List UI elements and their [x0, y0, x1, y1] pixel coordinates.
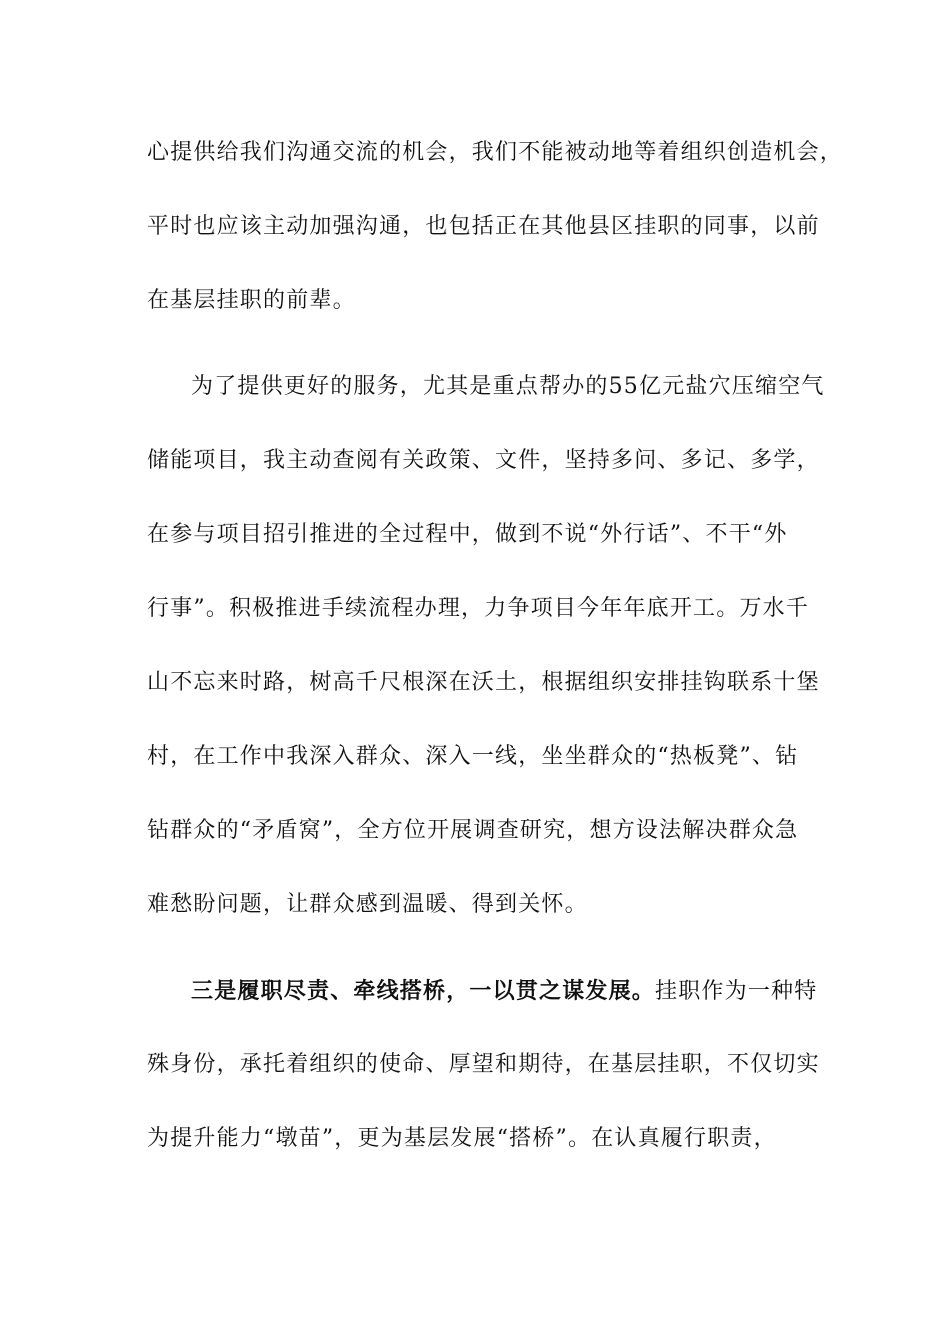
text-line: 在参与项目招引推进的全过程中，做到不说“外行话”、不干“外: [147, 522, 788, 547]
section-heading: 三是履职尽责、牵线搭桥，一以贯之谋发展。: [191, 978, 656, 1004]
text-line: 为了提供更好的服务，尤其是重点帮办的55亿元盐穴压缩空气: [191, 374, 825, 399]
text-line: 为提升能力“墩苗”，更为基层发展“搭桥”。在认真履行职责，: [147, 1126, 777, 1151]
text-line: 殊身份，承托着组织的使命、厚望和期待，在基层挂职，不仅切实: [147, 1052, 820, 1077]
text-line: 村，在工作中我深入群众、深入一线，坐坐群众的“热板凳”、钻: [147, 744, 799, 769]
text-line: 山不忘来时路，树高千尺根深在沃土，根据组织安排挂钩联系十堡: [147, 670, 820, 695]
text-span: 挂职作为一种特: [655, 979, 818, 1004]
text-line: 储能项目，我主动查阅有关政策、文件，坚持多问、多记、多学，: [147, 448, 820, 473]
text-line: 平时也应该主动加强沟通，也包括正在其他县区挂职的同事，以前: [147, 214, 820, 239]
text-line: 在基层挂职的前辈。: [147, 288, 356, 313]
text-line: 钻群众的“矛盾窝”，全方位开展调查研究，想方设法解决群众急: [147, 818, 799, 843]
paragraph-heading-line: [191, 971, 851, 1011]
text-line: 难愁盼问题，让群众感到温暖、得到关怀。: [147, 892, 588, 917]
text-line: 行事”。积极推进手续流程办理，力争项目今年年底开工。万水千: [147, 596, 810, 621]
text-line: 心提供给我们沟通交流的机会，我们不能被动地等着组织创造机会，: [147, 140, 844, 165]
